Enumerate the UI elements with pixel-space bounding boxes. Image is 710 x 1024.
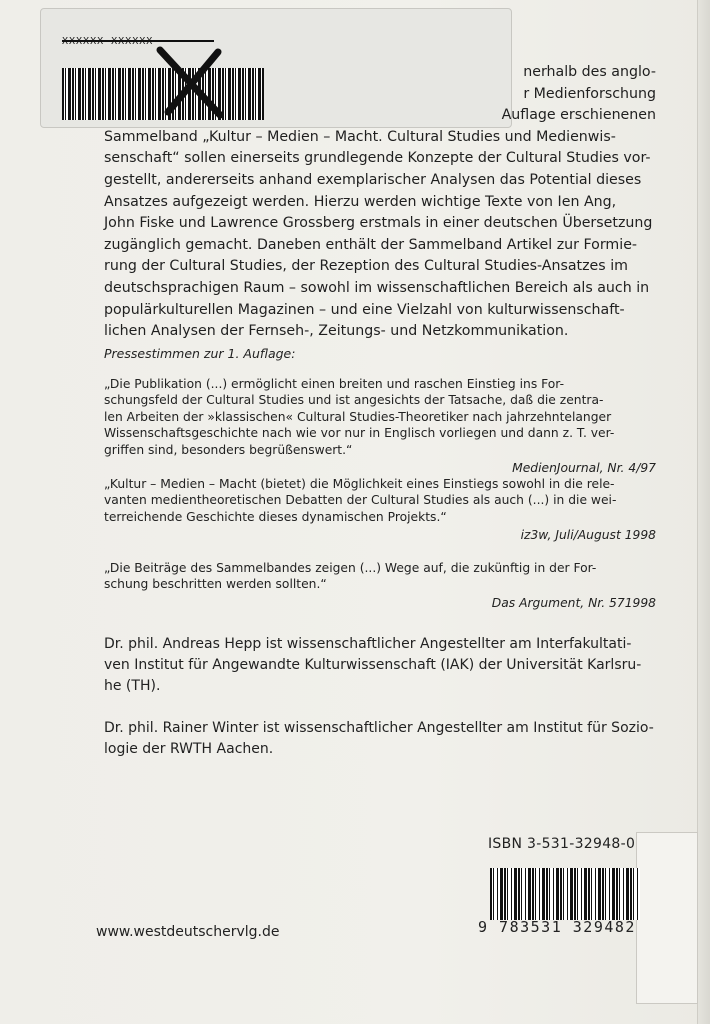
blurb-line: rung der Cultural Studies, der Rezeption des Cultural Studies-Ansatzes im bbox=[104, 258, 628, 275]
review-line: „Die Publikation (...) ermöglicht einen breiten und raschen Einstieg ins For- bbox=[104, 377, 565, 391]
price-sticker bbox=[636, 832, 698, 1004]
review-source: MedienJournal, Nr. 4/97 bbox=[512, 461, 656, 476]
review-line: griffen sind, besonders begrüßenswert.“ bbox=[104, 442, 353, 457]
blurb-text bbox=[104, 62, 656, 343]
blurb-line: John Fiske und Lawrence Grossberg erstmals in einer deutschen Übersetzung bbox=[104, 215, 653, 232]
author-bio bbox=[104, 634, 656, 697]
press-review bbox=[104, 476, 656, 544]
review-line: len Arbeiten der »klassischen« Cultural Studies-Theoretiker nach jahrzehntelanger bbox=[104, 409, 612, 424]
author-bio bbox=[104, 718, 656, 760]
review-line: vanten medientheoretischen Debatten der Cultural Studies als auch (...) in die wei- bbox=[104, 493, 617, 508]
author-bio-line: Dr. phil. Rainer Winter ist wissenschaftlicher Angestellter am Institut für Sozio- bbox=[104, 720, 654, 736]
review-line: schungsfeld der Cultural Studies und ist angesichts der Tatsache, daß die zentra- bbox=[104, 393, 604, 408]
blurb-line: zugänglich gemacht. Daneben enthält der Sammelband Artikel zur Formie- bbox=[104, 236, 638, 253]
blurb-line: gestellt, andererseits anhand exemplarischer Analysen das Potential dieses bbox=[104, 171, 642, 188]
review-line: „Kultur – Medien – Macht (bietet) die Möglichkeit eines Einstiegs sowohl in die rele- bbox=[104, 477, 615, 491]
blurb-line: nerhalb des anglo- bbox=[523, 64, 656, 80]
review-line: terreichende Geschichte dieses dynamischen Projekts.“ bbox=[104, 509, 447, 524]
blurb-line: populärkulturellen Magazinen – und eine Vielzahl von kulturwissenschaft- bbox=[104, 301, 625, 318]
blurb-line: Sammelband „Kultur – Medien – Macht. Cultural Studies und Medienwis- bbox=[104, 128, 616, 145]
publisher-website: www.westdeutschervlg.de bbox=[96, 924, 280, 940]
author-bio-line: he (TH). bbox=[104, 678, 161, 694]
page-edge bbox=[697, 0, 710, 1024]
blurb-line: senschaft“ sollen einerseits grundlegende Konzepte der Cultural Studies vor- bbox=[104, 150, 651, 167]
press-review bbox=[104, 560, 656, 611]
author-bio-line: Dr. phil. Andreas Hepp ist wissenschaftlicher Angestellter am Interfakultati- bbox=[104, 636, 632, 652]
review-line: Wissenschaftsgeschichte nach wie vor nur in Englisch vorliegen und dann z. T. ver- bbox=[104, 426, 615, 441]
blurb-line: Auflage erschienenen bbox=[501, 107, 656, 124]
blurb-line: deutschsprachigen Raum – sowohl im wissenschaftlichen Bereich als auch in bbox=[104, 279, 650, 296]
ean-barcode bbox=[490, 868, 640, 920]
review-line: schung beschritten werden sollten.“ bbox=[104, 577, 327, 592]
press-review bbox=[104, 376, 656, 476]
blurb-line: lichen Analysen der Fernseh-, Zeitungs- und Netzkommunikation. bbox=[104, 323, 569, 340]
author-bio-line: logie der RWTH Aachen. bbox=[104, 741, 274, 757]
review-source: Das Argument, Nr. 571998 bbox=[491, 595, 656, 610]
ean-digits: 9 783531 329482 bbox=[478, 918, 636, 936]
author-bio-line: ven Institut für Angewandte Kulturwissenschaft (IAK) der Universität Karlsru- bbox=[104, 657, 642, 673]
isbn-text: ISBN 3-531-32948-0 bbox=[488, 836, 636, 852]
reviews-heading: Pressestimmen zur 1. Auflage: bbox=[104, 346, 296, 361]
blurb-line: Ansatzes aufgezeigt werden. Hierzu werden wichtige Texte von Ien Ang, bbox=[104, 193, 617, 210]
review-source: iz3w, Juli/August 1998 bbox=[520, 528, 656, 543]
review-line: „Die Beiträge des Sammelbandes zeigen (...) Wege auf, die zukünftig in der For- bbox=[104, 561, 597, 575]
blurb-line: r Medienforschung bbox=[523, 85, 656, 102]
